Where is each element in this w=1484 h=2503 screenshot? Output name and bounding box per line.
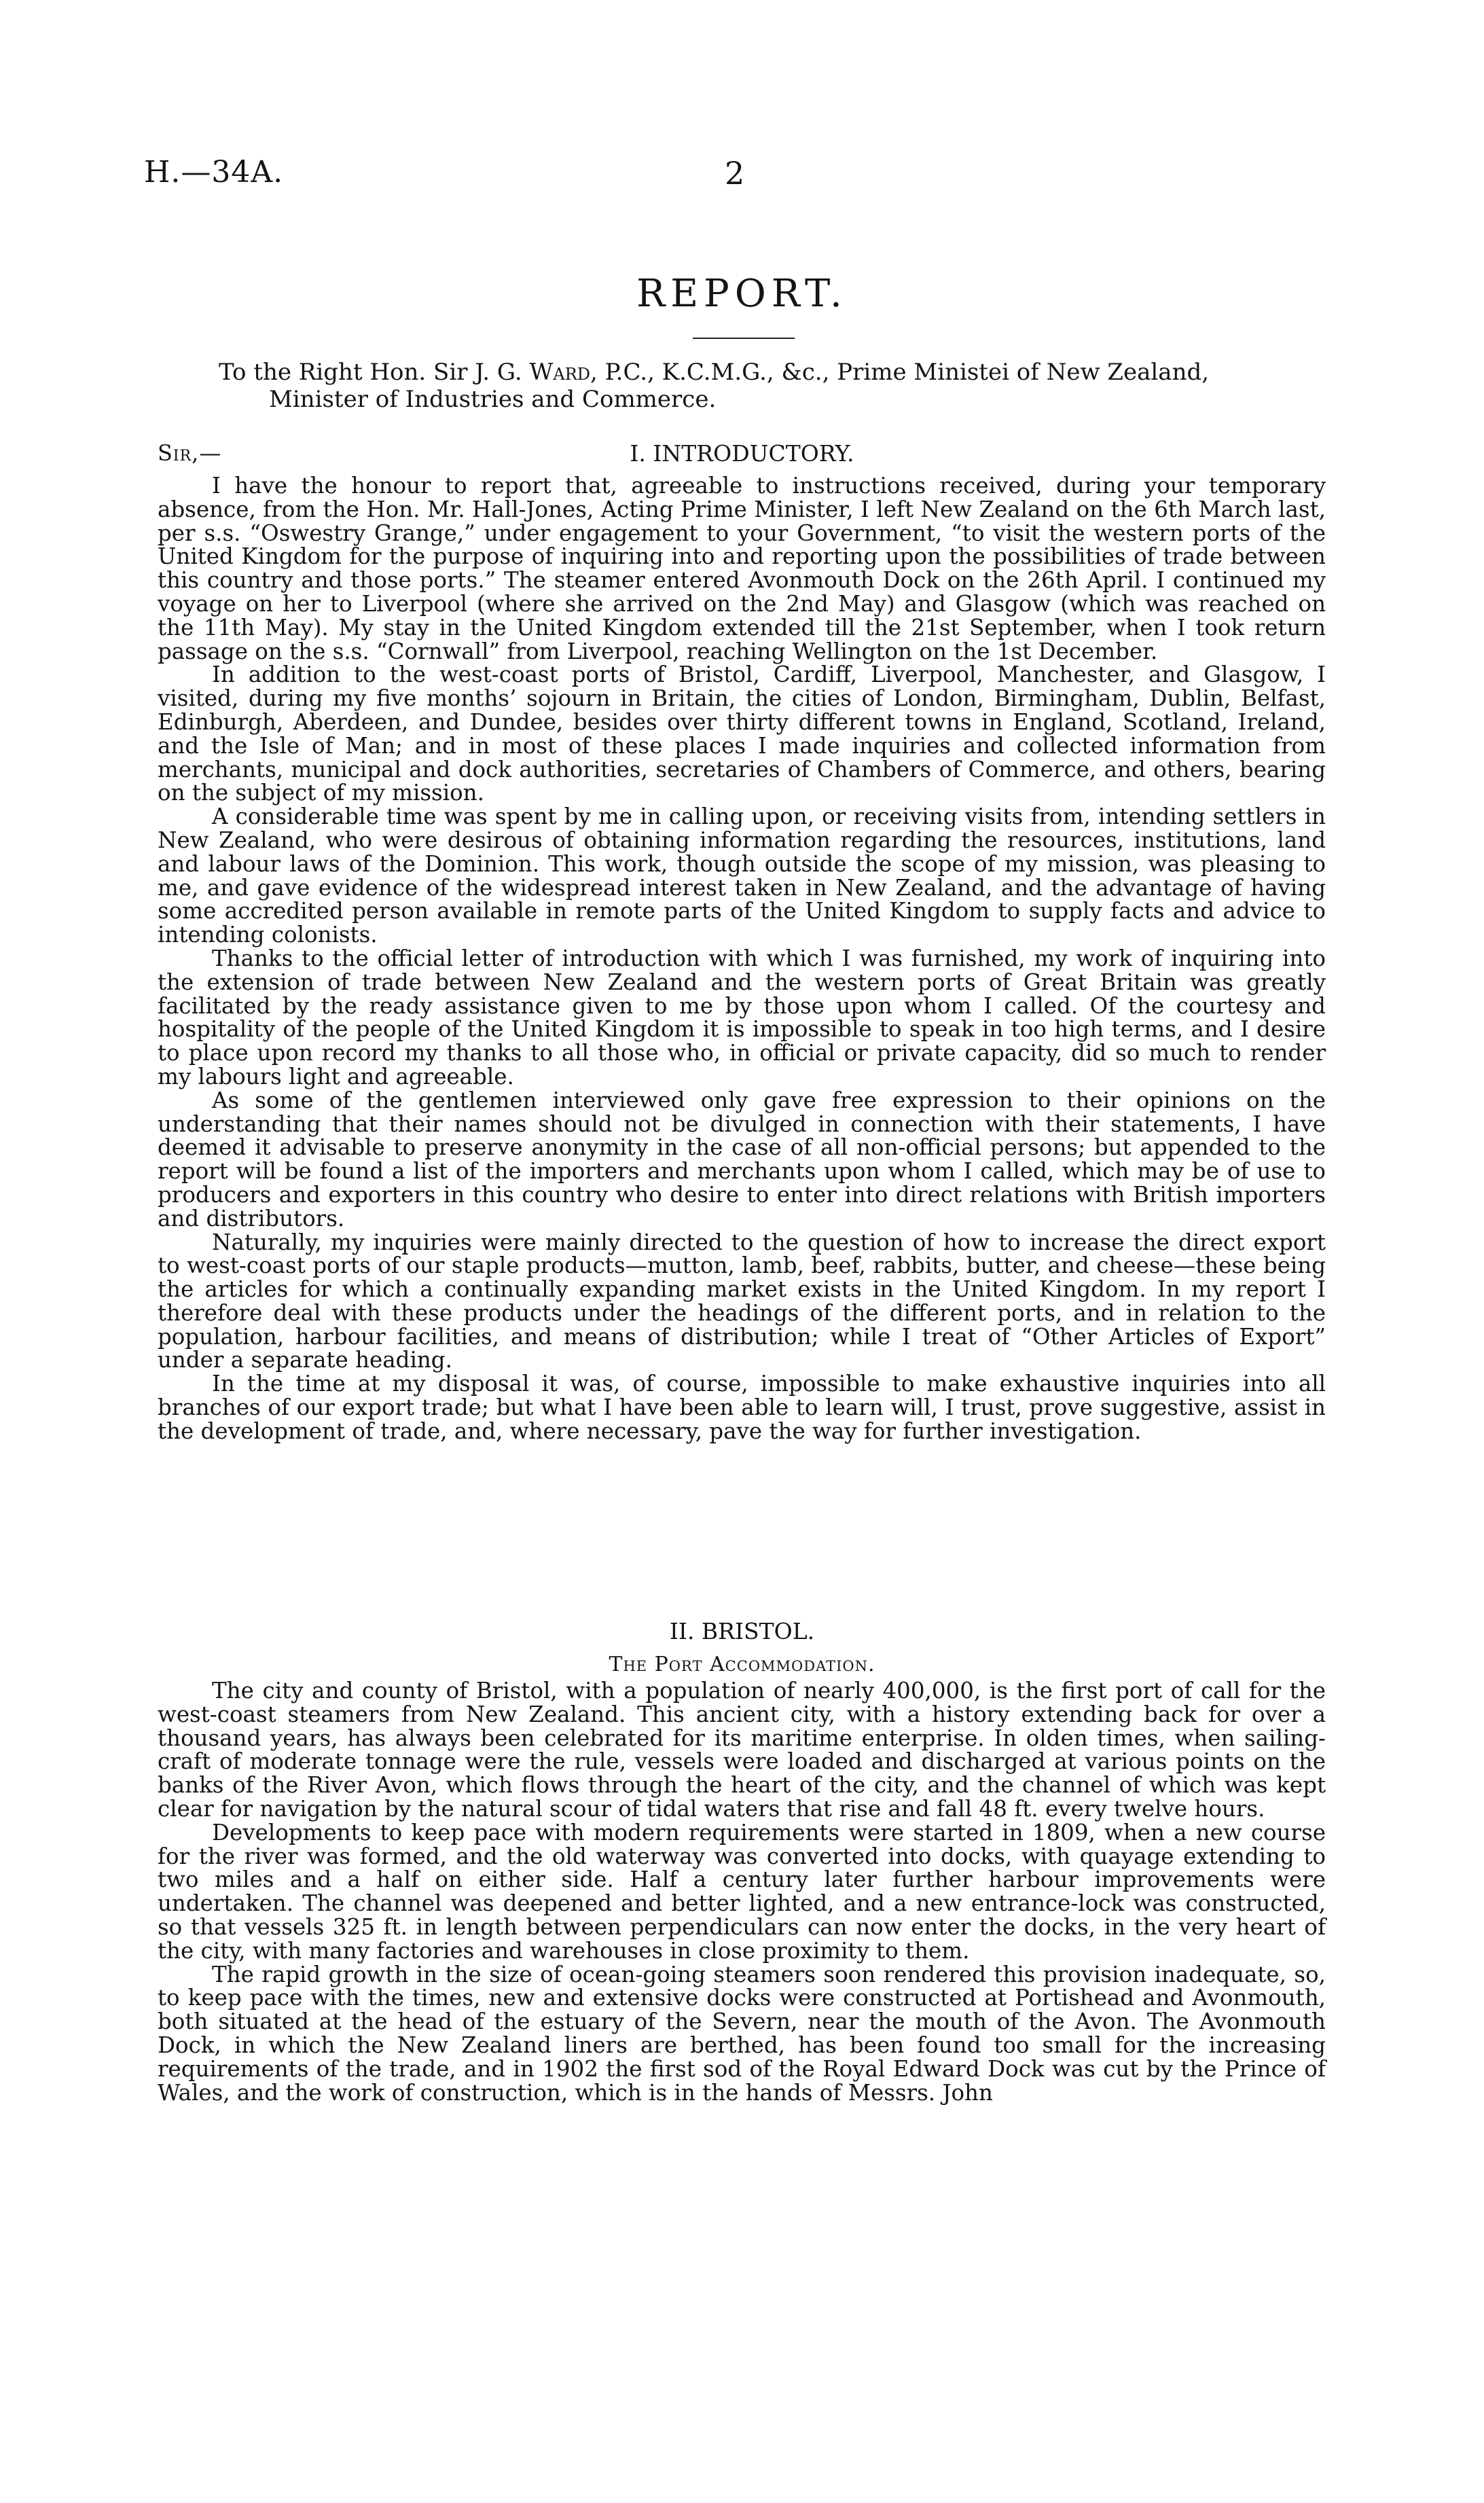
paragraph: A considerable time was spent by me in calling upon, or receiving visits from, intending settlers in New Zealand, who were desirous of obtaining information regarding the resources, institutions, land and labour laws of the Dominion. This work, though outside the scope of my mission, was pleasing to me, and gave evidence of the widespread interest taken in New Zealand, and the advantage of having some accredited person available in remote parts of the United Kingdom to supply facts and advice to intending colonists.: [158, 804, 1326, 948]
bristol-body: [158, 1679, 1326, 2104]
page-header: [144, 155, 1339, 202]
address-line-1: [219, 359, 1346, 386]
address-block: [219, 359, 1346, 413]
document-code: H.—34A.: [144, 155, 284, 190]
paragraph: Naturally, my inquiries were mainly directed to the question of how to increase the direct export to west-coast ports of our staple products—mutton, lamb, beef, rabbits, butter, and cheese—these being the articles for which a continually expanding market exists in the United Kingdom. In my report I therefore deal with these products under the headings of the different ports, and in relation to the population, harbour facilities, and means of distribution; while I treat of “Other Articles of Export” under a separate heading.: [158, 1229, 1326, 1373]
page-number: 2: [725, 155, 745, 192]
address-prefix: To the Right Hon. Sir J. G.: [219, 359, 530, 386]
paragraph: I have the honour to report that, agreeable to instructions received, during your temporary absence, from the Hon. Mr. Hall-Jones, Acting Prime Minister, I left New Zealand on the 6th March last, per s.s. “Oswestry Grange,” under engagement to your Government, “to visit the western ports of the United Kingdom for the purpose of inquiring into and reporting upon the possibilities of trade between this country and those ports.” The steamer entered Avonmouth Dock on the 26th April. I continued my voyage on her to Liverpool (where she arrived on the 2nd May) and Glasgow (which was reached on the 11th May). My stay in the United Kingdom extended till the 21st September, when I took return passage on the s.s. “Cornwall” from Liverpool, reaching Wellington on the 1st December.: [158, 473, 1326, 664]
addressee-name: Ward: [529, 359, 591, 386]
introductory-body: [158, 474, 1326, 1443]
paragraph: The city and county of Bristol, with a population of nearly 400,000, is the first port of call for the west-coast steamers from New Zealand. This ancient city, with a history extending back for over a thousand years, has always been celebrated for its maritime enterprise. In olden times, when sailing-craft of moderate tonnage were the rule, vessels were loaded and discharged at various points on the banks of the River Avon, which flows through the heart of the city, and the channel of which was kept clear for navigation by the natural scour of tidal waters that rise and fall 48 ft. every twelve hours.: [158, 1678, 1326, 1822]
paragraph: Developments to keep pace with modern requirements were started in 1809, when a new course for the river was formed, and the old waterway was converted into docks, with quayage extending to two miles and a half on either side. Half a century later further harbour improvements were undertaken. The channel was deepened and better lighted, and a new entrance-lock was constructed, so that vessels 325 ft. in length between perpendiculars can now enter the docks, in the very heart of the city, with many factories and warehouses in close proximity to them.: [158, 1819, 1326, 1964]
section-heading-bristol: II. BRISTOL.: [669, 1618, 815, 1644]
paragraph: In the time at my disposal it was, of course, impossible to make exhaustive inquiries into all branches of our export trade; but what I have been able to learn will, I trust, prove suggestive, assist in the development of trade, and, where necessary, pave the way for further investigation.: [158, 1371, 1326, 1444]
address-line-2: Minister of Industries and Commerce.: [269, 386, 717, 413]
report-title: REPORT.: [636, 272, 848, 316]
title-rule: [693, 338, 795, 339]
section-heading-introductory: I. INTRODUCTORY.: [630, 440, 854, 467]
paragraph: Thanks to the official letter of introduction with which I was furnished, my work of inquiring into the extension of trade between New Zealand and the western ports of Great Britain was greatly facilitated by the ready assistance given to me by those upon whom I called. Of the courtesy and hospitality of the people of the United Kingdom it is impossible to speak in too high terms, and I desire to place upon record my thanks to all those who, in official or private capacity, did so much to render my labours light and agreeable.: [158, 945, 1326, 1090]
address-suffix: , P.C., K.C.M.G., &c., Prime Ministei of New Zealand,: [590, 359, 1210, 386]
subheading-port-accommodation: The Port Accommodation.: [609, 1653, 875, 1676]
salutation: Sir,—: [158, 440, 222, 466]
paragraph: In addition to the west-coast ports of Bristol, Cardiff, Liverpool, Manchester, and Glasgow, I visited, during my five months’ sojourn in Britain, the cities of London, Birmingham, Dublin, Belfast, Edinburgh, Aberdeen, and Dundee, besides over thirty different towns in England, Scotland, Ireland, and the Isle of Man; and in most of these places I made inquiries and collected information from merchants, municipal and dock authorities, secretaries of Chambers of Commerce, and others, bearing on the subject of my mission.: [158, 662, 1326, 806]
paragraph: The rapid growth in the size of ocean-going steamers soon rendered this provision inadequate, so, to keep pace with the times, new and extensive docks were constructed at Portishead and Avonmouth, both situated at the head of the estuary of the Severn, near the mouth of the Avon. The Avonmouth Dock, in which the New Zealand liners are berthed, has been found too small for the increasing requirements of the trade, and in 1902 the first sod of the Royal Edward Dock was cut by the Prince of Wales, and the work of construction, which is in the hands of Messrs. John: [158, 1961, 1326, 2106]
paragraph: As some of the gentlemen interviewed only gave free expression to their opinions on the understanding that their names should not be divulged in connection with their statements, I have deemed it advisable to preserve anonymity in the case of all non-official persons; but appended to the report will be found a list of the importers and merchants upon whom I called, which may be of use to producers and exporters in this country who desire to enter into direct relations with British importers and distributors.: [158, 1087, 1326, 1231]
